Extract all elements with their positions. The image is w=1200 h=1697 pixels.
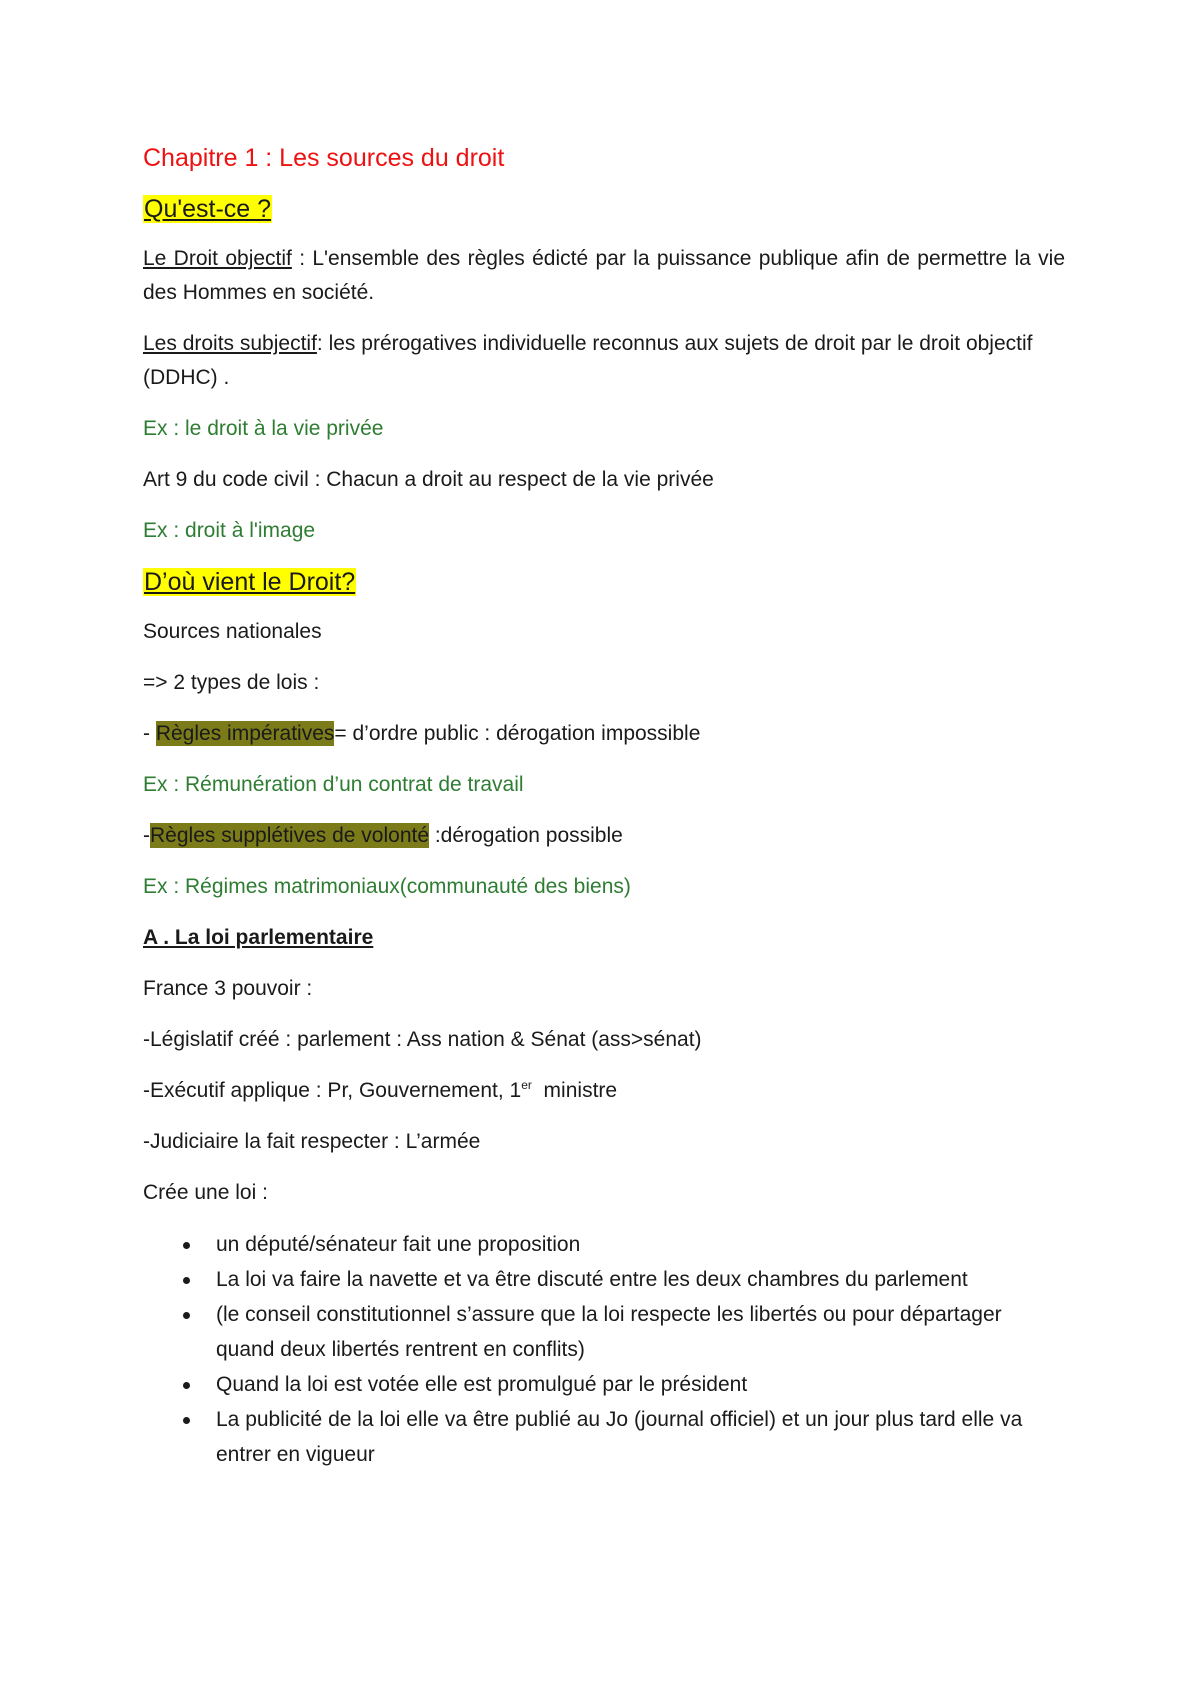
executif-after: ministre — [531, 1079, 618, 1102]
list-item — [143, 1402, 1065, 1472]
document-page — [143, 140, 1065, 1472]
list-item — [143, 1297, 1065, 1367]
line-prefix: - — [143, 722, 156, 745]
heading-dou-vient-text: D’où vient le Droit? — [144, 568, 356, 596]
example-remuneration: Ex : Rémunération d’un contrat de travail — [143, 773, 524, 796]
regles-imperatives-line — [143, 717, 1065, 751]
bullet-icon — [183, 1382, 190, 1389]
types-de-lois: => 2 types de lois : — [143, 671, 320, 694]
list-item — [143, 1262, 1065, 1297]
list-item-text: La loi va faire la navette et va être discuté entre les deux chambres du parlement — [216, 1268, 968, 1291]
highlight-regles-imperatives: Règles impératives — [155, 722, 335, 745]
heading-dou-vient — [143, 565, 1065, 599]
list-item — [143, 1227, 1065, 1262]
bullet-icon — [183, 1417, 190, 1424]
executif-text: -Exécutif applique : Pr, Gouvernement, 1 — [143, 1079, 522, 1102]
heading-quest-ce-text: Qu'est-ce ? — [144, 195, 272, 223]
france-pouvoir: France 3 pouvoir : — [143, 977, 313, 1000]
line-prefix: - — [143, 824, 150, 847]
definition-droits-subjectifs — [143, 327, 1065, 395]
definition-text: : L'ensemble des règles édicté par la puissance publique afin de permettre la vie des Hommes en société. — [143, 247, 1066, 304]
definition-text: : les prérogatives individuelle reconnus aux sujets de droit par le droit objectif (DDHC) . — [143, 332, 1033, 389]
list-item-text: (le conseil constitutionnel s’assure que la loi respecte les libertés ou pour départager quand deux libertés rentrent en conflits) — [216, 1303, 1002, 1361]
line-suffix: :dérogation possible — [429, 824, 623, 847]
bullet-icon — [183, 1277, 190, 1284]
cree-une-loi: Crée une loi : — [143, 1181, 268, 1204]
list-item-text: Quand la loi est votée elle est promulgué par le président — [216, 1373, 748, 1396]
list-item — [143, 1367, 1065, 1402]
example-droit-image: Ex : droit à l'image — [143, 519, 316, 542]
highlight-regles-suppletives: Règles supplétives de volonté — [150, 824, 430, 847]
definition-term: Le Droit objectif — [143, 247, 292, 270]
pouvoir-executif — [143, 1074, 1065, 1108]
executif-sup: er — [521, 1078, 532, 1092]
list-item-text: La publicité de la loi elle va être publié au Jo (journal officiel) et un jour plus tard elle va entrer en vigueur — [216, 1408, 1023, 1466]
definition-term: Les droits subjectif — [143, 332, 317, 355]
chapter-title: Chapitre 1 : Les sources du droit — [143, 144, 505, 172]
section-a-title: A . La loi parlementaire — [143, 926, 374, 949]
definition-droit-objectif — [143, 242, 1065, 310]
bullet-icon — [183, 1312, 190, 1319]
sources-nationales: Sources nationales — [143, 620, 322, 643]
article-9-text: Art 9 du code civil : Chacun a droit au respect de la vie privée — [143, 468, 714, 491]
example-vie-privee: Ex : le droit à la vie privée — [143, 417, 384, 440]
pouvoir-judiciaire: -Judiciaire la fait respecter : L’armée — [143, 1130, 481, 1153]
pouvoir-legislatif: -Législatif créé : parlement : Ass nation & Sénat (ass>sénat) — [143, 1028, 702, 1051]
list-item-text: un député/sénateur fait une proposition — [216, 1233, 581, 1256]
line-suffix: = d’ordre public : dérogation impossible — [334, 722, 701, 745]
bullet-icon — [183, 1242, 190, 1249]
regles-suppletives-line — [143, 819, 1065, 853]
example-regimes-matrimoniaux: Ex : Régimes matrimoniaux(communauté des biens) — [143, 875, 631, 898]
loi-steps-list — [143, 1227, 1065, 1472]
heading-quest-ce — [143, 192, 1065, 226]
